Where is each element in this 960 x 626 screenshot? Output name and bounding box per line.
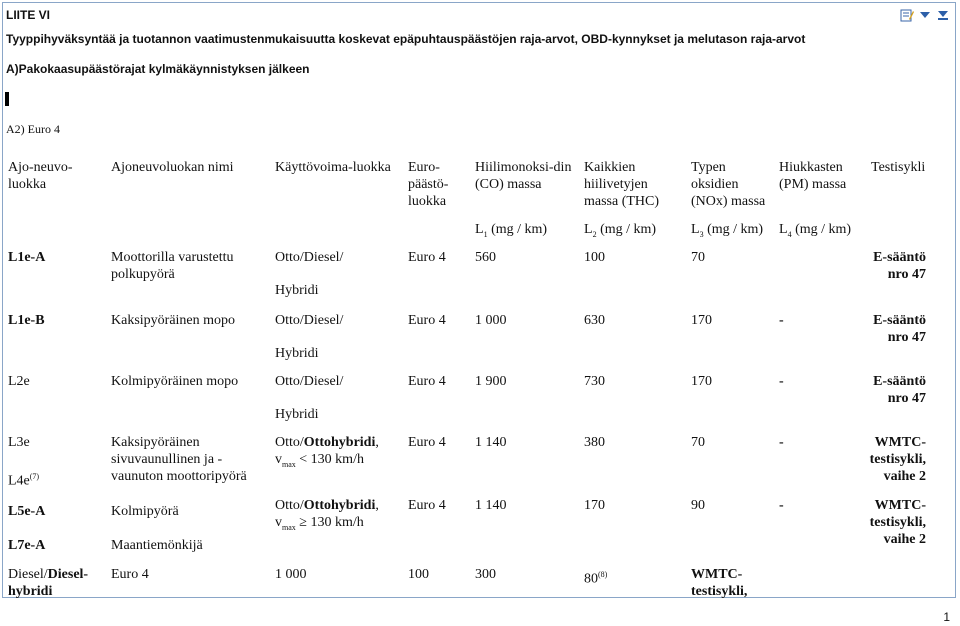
row-class: L1e-A (8, 250, 46, 265)
row-thc: 100 (584, 250, 605, 265)
row-class-secondary: $L4e^{(7)}$ (8, 472, 40, 489)
row-co: 1 000 (475, 313, 507, 328)
row-pm: - (779, 313, 784, 328)
row-class: Diesel/Diesel- hybridi (8, 567, 89, 599)
row-co: 1 140 (475, 435, 507, 450)
chevron-down-end-icon[interactable] (936, 8, 950, 22)
text-cursor (5, 92, 9, 106)
row-euro: Euro 4 (408, 498, 446, 513)
row-fuel: Otto/Ottohybridi, $v_{max} \ge 130$ km/h (275, 498, 379, 532)
row-cycle: WMTC- testisykli, vaihe 2 (869, 498, 926, 547)
row-pm: 80$^{(8)}$ (584, 570, 608, 587)
row-euro: Euro 4 (408, 250, 446, 265)
row-thc: 100 (408, 567, 429, 582)
row-class: L5e-A (8, 504, 46, 519)
section-title: A2) Euro 4 (6, 122, 60, 136)
header-thc: Kaikkien hiilivetyjen massa (THC) (584, 160, 660, 209)
header-pm: Hiukkasten (PM) massa (779, 160, 847, 192)
row-name: Kolmipyörä Maantiemönkijä (111, 504, 203, 553)
unit-l1: $L_1$ (mg / km) (475, 222, 548, 239)
row-nox: 70 (691, 435, 705, 450)
heading-main: Tyyppihyväksyntää ja tuotannon vaatimustenmukaisuutta koskevat epäpuhtauspäästöjen raja-arvot, OBD-kynnykset ja melutason raja-arvot (6, 32, 806, 46)
row-nox: 70 (691, 250, 705, 265)
row-pm: - (779, 374, 784, 389)
row-cycle: E-sääntö nro 47 (873, 313, 926, 345)
row-fuel: Otto/Diesel/ Hybridi (275, 313, 344, 361)
row-nox: 90 (691, 498, 705, 513)
row-cycle: WMTC- testisykli, vaihe 2 (869, 435, 926, 484)
row-cycle: E-sääntö nro 47 (873, 374, 926, 406)
row-pm: - (779, 435, 784, 450)
header-test-cycle: Testisykli (871, 160, 926, 175)
edit-document-icon[interactable] (900, 8, 914, 22)
row-name: Moottorilla varustettu polkupyörä (111, 250, 234, 282)
row-class: L3e (8, 435, 30, 450)
row-euro: Euro 4 (408, 374, 446, 389)
row-thc: 380 (584, 435, 605, 450)
toolbar-icons (900, 8, 950, 22)
row-euro: Euro 4 (408, 313, 446, 328)
row-class: L2e (8, 374, 30, 389)
row-thc: 630 (584, 313, 605, 328)
unit-l2: $L_2$ (mg / km) (584, 222, 657, 239)
unit-l3: $L_3$ (mg / km) (691, 222, 764, 239)
header-class-name: Ajoneuvoluokan nimi (111, 160, 234, 175)
row-class: L1e-B (8, 313, 45, 328)
row-thc: 730 (584, 374, 605, 389)
row-nox: 170 (691, 313, 712, 328)
row-cycle: WMTC- testisykli, (691, 567, 748, 599)
annex-title: LIITE VI (6, 8, 51, 22)
row-co: 1 900 (475, 374, 507, 389)
row-fuel: Otto/Ottohybridi, $v_{max} < 130$ km/h (275, 435, 379, 469)
row-nox: 170 (691, 374, 712, 389)
row-fuel: Otto/Diesel/ Hybridi (275, 250, 344, 298)
row-thc: 170 (584, 498, 605, 513)
chevron-down-icon[interactable] (918, 8, 932, 22)
row-nox: 300 (475, 567, 496, 582)
row-euro: Euro 4 (111, 567, 149, 582)
row-class-secondary: L7e-A (8, 538, 46, 553)
row-fuel: Otto/Diesel/ Hybridi (275, 374, 344, 422)
row-name: Kaksipyöräinen sivuvaunullinen ja - vaunuton moottoripyörä (111, 435, 247, 484)
header-vehicle-class: Ajo-neuvo- luokka (8, 160, 73, 192)
row-co: 560 (475, 250, 496, 265)
row-cycle: E-sääntö nro 47 (873, 250, 926, 282)
row-name: Kolmipyöräinen mopo (111, 374, 239, 389)
header-euro-class: Euro- päästö- luokka (408, 160, 449, 209)
row-pm: - (779, 498, 784, 513)
row-co: 1 140 (475, 498, 507, 513)
heading-sub: A)Pakokaasupäästörajat kylmäkäynnistyksen jälkeen (6, 62, 310, 76)
unit-l4: $L_4$ (mg / km) (779, 222, 852, 239)
row-co: 1 000 (275, 567, 307, 582)
row-name: Kaksipyöräinen mopo (111, 313, 236, 328)
header-co: Hiilimonoksi-din (CO) massa (475, 160, 572, 192)
page-number: 1 (943, 610, 950, 624)
header-propulsion: Käyttövoima-luokka (275, 160, 391, 175)
row-euro: Euro 4 (408, 435, 446, 450)
header-nox: Typen oksidien (NOx) massa (691, 160, 766, 209)
